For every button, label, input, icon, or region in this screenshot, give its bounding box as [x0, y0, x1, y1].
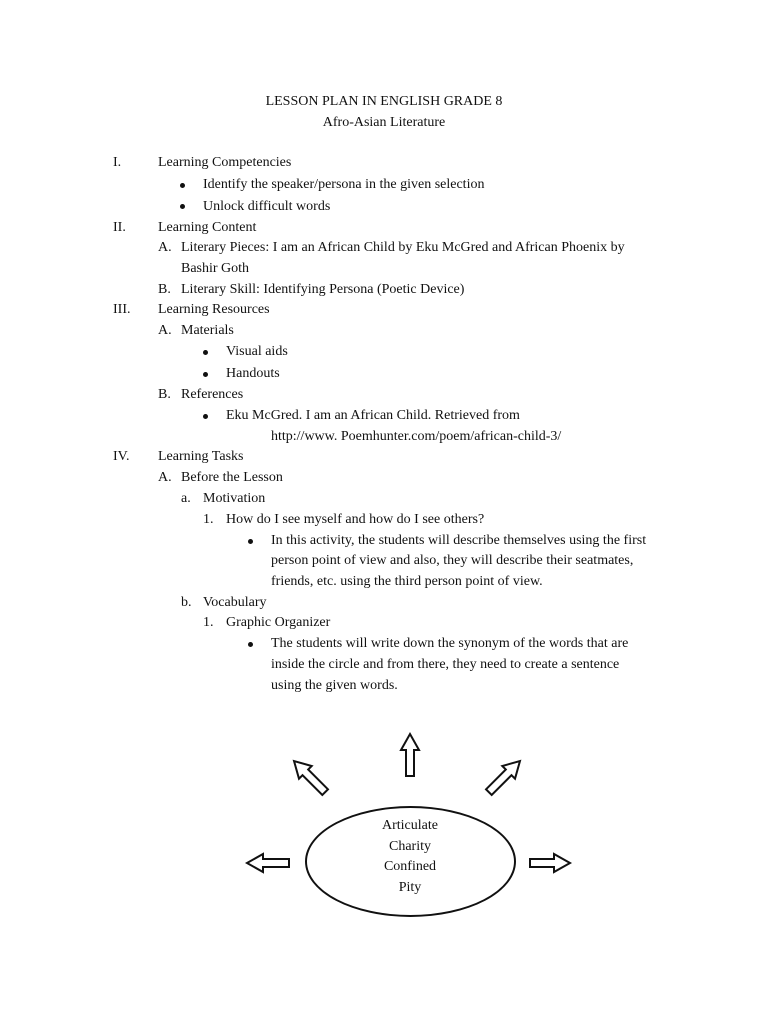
reference-url: http://www. Poemhunter.com/poem/african-child-3/ — [271, 429, 562, 444]
competency-item: Unlock difficult words — [203, 199, 331, 214]
item-label: b. — [181, 595, 192, 610]
literary-skill-text: Literary Skill: Identifying Persona (Poetic Device) — [181, 282, 465, 297]
arrow-left-icon — [247, 854, 289, 872]
item-label: 1. — [203, 615, 214, 630]
graphic-organizer-heading: Graphic Organizer — [226, 615, 331, 630]
arrow-up-left-icon — [288, 755, 332, 799]
motivation-activity-text: In this activity, the students will describe themselves using the first — [271, 533, 647, 548]
section-heading-competencies: Learning Competencies — [158, 155, 292, 170]
literary-pieces-text-cont: Bashir Goth — [181, 261, 250, 276]
section-heading-tasks: Learning Tasks — [158, 449, 244, 464]
arrow-up-icon — [401, 734, 419, 776]
references-heading: References — [181, 387, 244, 402]
vocabulary-activity-text: inside the circle and from there, they need to create a sentence — [271, 657, 620, 672]
motivation-activity-text: person point of view and also, they will describe their seatmates, — [271, 553, 634, 568]
motivation-question: How do I see myself and how do I see others? — [226, 512, 485, 527]
motivation-heading: Motivation — [203, 491, 266, 506]
literary-pieces-text: Literary Pieces: I am an African Child by Eku McGred and African Phoenix by — [181, 240, 625, 255]
arrow-right-icon — [530, 854, 570, 872]
item-label: A. — [158, 240, 172, 255]
vocabulary-activity-text: The students will write down the synonym of the words that are — [271, 636, 629, 651]
circle-word: Pity — [398, 880, 422, 896]
vocabulary-activity-text: using the given words. — [271, 678, 398, 693]
item-label: A. — [158, 323, 172, 338]
page-subtitle: Afro-Asian Literature — [322, 115, 446, 130]
circle-word: Charity — [389, 838, 431, 854]
motivation-activity-text: friends, etc. using the third person point of view. — [271, 574, 543, 589]
page-title: LESSON PLAN IN ENGLISH GRADE 8 — [265, 94, 503, 109]
material-item: Handouts — [226, 366, 280, 381]
bullet-icon — [248, 539, 253, 544]
item-label: 1. — [203, 512, 214, 527]
circle-word-list — [360, 816, 460, 899]
item-label: a. — [181, 491, 191, 506]
reference-item: Eku McGred. I am an African Child. Retrieved from — [226, 408, 520, 423]
bullet-icon — [180, 204, 185, 209]
item-label: B. — [158, 282, 171, 297]
item-label: B. — [158, 387, 171, 402]
bullet-icon — [180, 183, 185, 188]
bullet-icon — [203, 372, 208, 377]
competency-item: Identify the speaker/persona in the given selection — [203, 177, 485, 192]
arrow-up-right-icon — [482, 755, 526, 799]
before-lesson-heading: Before the Lesson — [181, 470, 283, 485]
bullet-icon — [203, 414, 208, 419]
materials-heading: Materials — [181, 323, 234, 338]
bullet-icon — [248, 642, 253, 647]
section-heading-resources: Learning Resources — [158, 302, 270, 317]
vocabulary-heading: Vocabulary — [203, 595, 267, 610]
section-heading-content: Learning Content — [158, 220, 257, 235]
section-numeral: I. — [113, 155, 122, 170]
circle-word: Confined — [383, 859, 437, 875]
section-numeral: II. — [113, 220, 126, 235]
item-label: A. — [158, 470, 172, 485]
bullet-icon — [203, 350, 208, 355]
section-numeral: IV. — [113, 449, 130, 464]
section-numeral: III. — [113, 302, 131, 317]
material-item: Visual aids — [226, 344, 288, 359]
circle-word: Articulate — [382, 818, 438, 833]
